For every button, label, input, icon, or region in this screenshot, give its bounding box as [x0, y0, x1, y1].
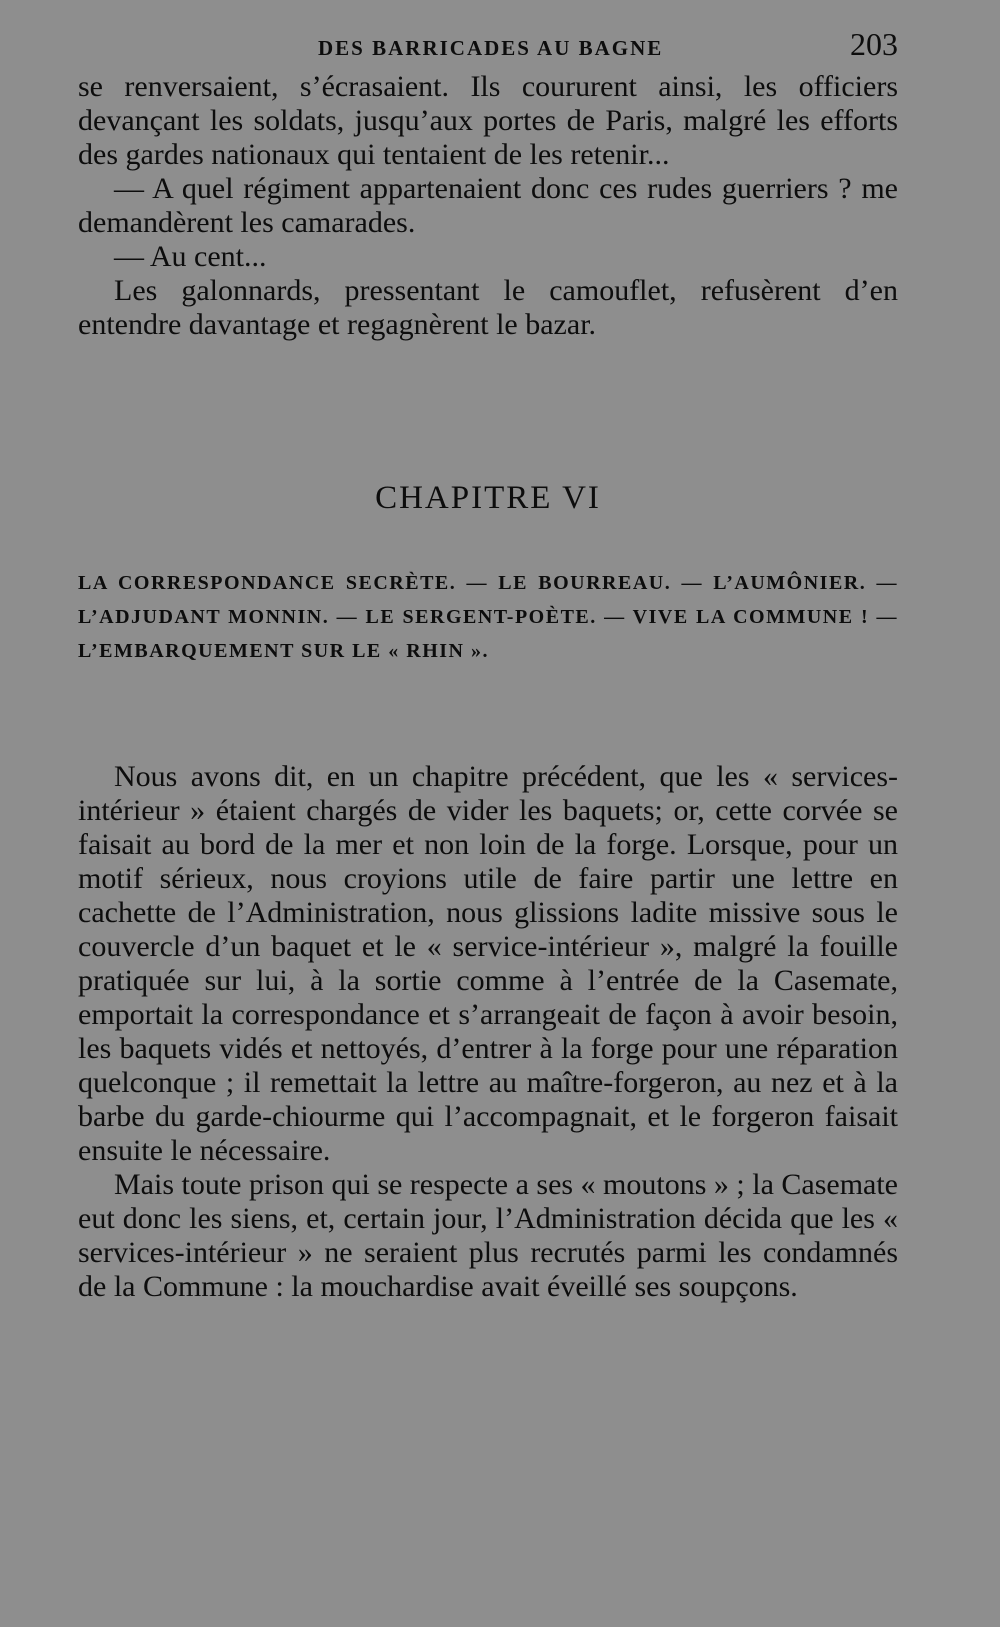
running-title: DES BARRICADES AU BAGNE [318, 36, 664, 60]
paragraph: Les galonnards, pressentant le camouflet, refusèrent d’en entendre davantage et regagnèrent le bazar. [78, 274, 898, 341]
paragraph: Mais toute prison qui se respecte a ses « moutons » ; la Casemate eut donc les siens, et, certain jour, l’Administration décida que les « services-intérieur » ne seraient plus recrutés parmi les condamnés de la Commune : la mouchardise avait éveillé ses soupçons. [78, 1168, 898, 1303]
page-number: 203 [850, 26, 898, 62]
top-text [78, 70, 898, 342]
paragraph: se renversaient, s’écrasaient. Ils coururent ainsi, les officiers devançant les soldats, jusqu’aux portes de Paris, malgré les efforts des gardes nationaux qui tentaient de les retenir... [78, 70, 898, 171]
paragraph: — A quel régiment appartenaient donc ces rudes guerriers ? me demandèrent les camarades. [78, 172, 898, 239]
running-head [78, 22, 898, 70]
body-text [78, 760, 898, 1304]
chapter-summary: LA CORRESPONDANCE SECRÈTE. — LE BOURREAU. — L’AUMÔNIER. — L’ADJUDANT MONNIN. — LE SERGENT-POÈTE. — VIVE LA COMMUNE ! — L’EMBARQUEMENT SUR LE « RHIN ». [78, 572, 898, 662]
paragraph: — Au cent... [114, 240, 267, 273]
chapter-title: CHAPITRE VI [375, 480, 601, 516]
book-page [78, 22, 898, 1304]
paragraph: Nous avons dit, en un chapitre précédent, que les « services-intérieur » étaient chargés de vider les baquets; or, cette corvée se faisait au bord de la mer et non loin de la forge. Lorsque, pour un motif sérieux, nous croyions utile de faire partir une lettre en cachette de l’Administration, nous glissions ladite missive sous le couvercle d’un baquet et le « service-intérieur », malgré la fouille pratiquée sur lui, à la sortie comme à l’entrée de la Casemate, emportait la correspondance et s’arrangeait de façon à avoir besoin, les baquets vidés et nettoyés, d’entrer à la forge pour une réparation quelconque ; il remettait la lettre au maître-forgeron, au nez et à la barbe du garde-chiourme qui l’accompagnait, et le forgeron faisait ensuite le nécessaire. [78, 760, 898, 1167]
